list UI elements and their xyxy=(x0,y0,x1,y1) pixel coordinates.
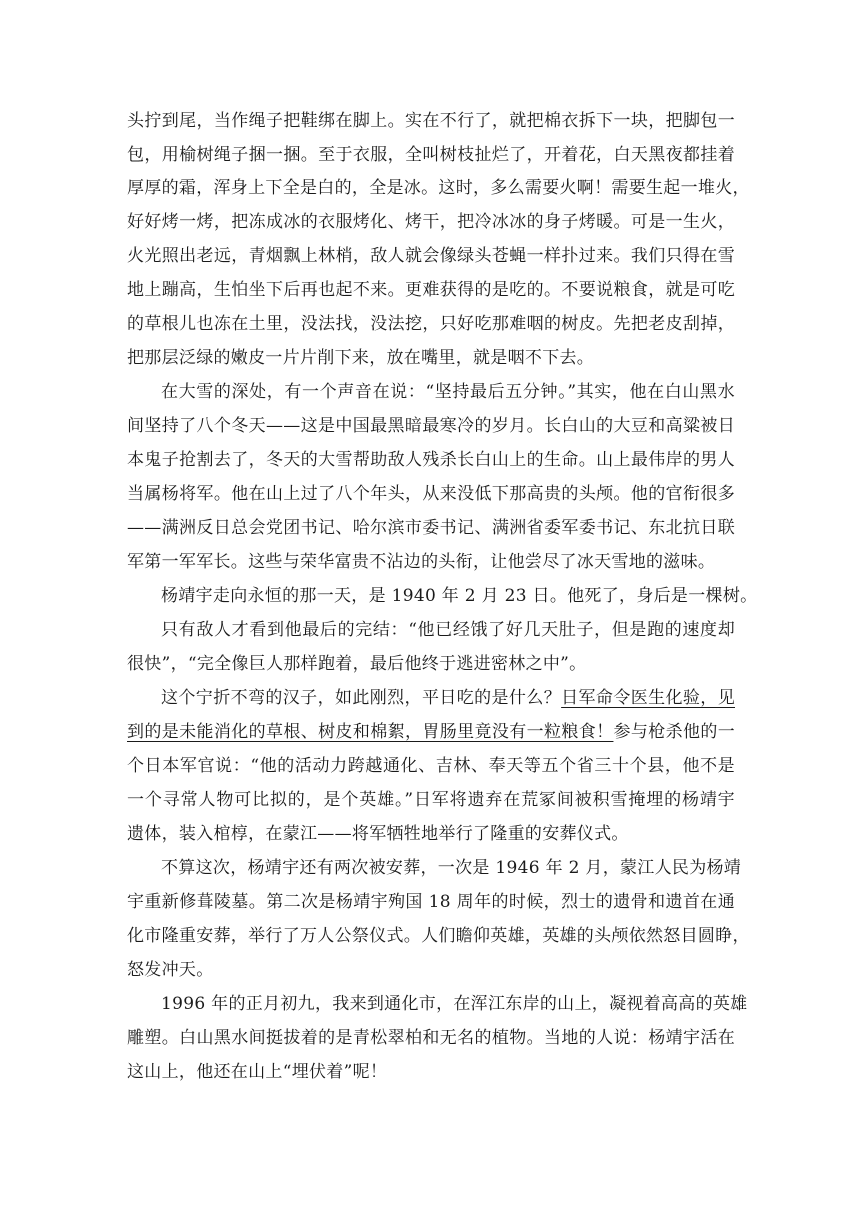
text-line: 怒发冲天。 xyxy=(127,960,214,980)
text-line: 在大雪的深处，有一个声音在说：“坚持最后五分钟。”其实，他在白山黑水 xyxy=(161,382,735,402)
text-line xyxy=(161,687,735,709)
text-line: 间坚持了八个冬天——这是中国最黑暗最寒冷的岁月。长白山的大豆和高粱被日 xyxy=(127,416,735,436)
text-line: 只有敌人才看到他最后的完结：“他已经饿了好几天肚子，但是跑的速度却 xyxy=(161,620,735,640)
text-line: 火光照出老远，青烟飘上林梢，敌人就会像绿头苍蝇一样扑过来。我们只得在雪 xyxy=(127,246,735,266)
text-line: 包，用榆树绳子捆一捆。至于衣服，全叫树枝扯烂了，开着花，白天黑夜都挂着 xyxy=(127,145,735,165)
text-line: 把那层泛绿的嫩皮一片片削下来，放在嘴里，就是咽不下去。 xyxy=(127,348,595,368)
text-line: 头拧到尾，当作绳子把鞋绑在脚上。实在不行了，就把棉衣拆下一块，把脚包一 xyxy=(127,111,735,131)
text-line: 杨靖宇走向永恒的那一天，是 1940 年 2 月 23 日。他死了，身后是一棵树。 xyxy=(161,586,758,606)
text-line: ——满洲反日总会党团书记、哈尔滨市委书记、满洲省委军委书记、东北抗日联 xyxy=(127,518,735,538)
text-line: 地上蹦高，生怕坐下后再也起不来。更难获得的是吃的。不要说粮食，就是可吃 xyxy=(127,280,735,300)
text-line: 军第一军军长。这些与荣华富贵不沾边的头衔，让他尝尽了冰天雪地的滋味。 xyxy=(127,552,716,572)
text-line xyxy=(127,721,735,743)
text-line: 化市隆重安葬，举行了万人公祭仪式。人们瞻仰英雄，英雄的头颅依然怒目圆睁， xyxy=(127,926,750,946)
text-line: 宇重新修葺陵墓。第二次是杨靖宇殉国 18 周年的时候，烈士的遗骨和遗首在通 xyxy=(127,892,735,912)
text-line: 个日本军官说：“他的活动力跨越通化、吉林、奉天等五个省三十个县，他不是 xyxy=(127,756,735,776)
text-line: 这山上，他还在山上“埋伏着”呢！ xyxy=(127,1062,388,1082)
text-line: 当属杨将军。他在山上过了八个年头，从来没低下那高贵的头颅。他的官衔很多 xyxy=(127,484,735,504)
text-segment: 参与枪杀他的一 xyxy=(613,722,735,742)
text-line: 好好烤一烤，把冻成冰的衣服烤化、烤干，把冷冰冰的身子烤暖。可是一生火， xyxy=(127,212,735,232)
text-line: 一个寻常人物可比拟的，是个英雄。”日军将遗弃在荒冢间被积雪掩埋的杨靖宇 xyxy=(127,790,735,810)
text-segment: 这个宁折不弯的汉子，如此刚烈，平日吃的是什么？ xyxy=(161,688,562,708)
text-line: 本鬼子抢割去了，冬天的大雪帮助敌人残杀长白山上的生命。山上最伟岸的男人 xyxy=(127,450,735,470)
underlined-passage: 日军命令医生化验，见 xyxy=(561,688,735,708)
text-line: 很快”，“完全像巨人那样跑着，最后他终于逃进密林之中”。 xyxy=(127,654,587,674)
text-line: 厚厚的霜，浑身上下全是白的，全是冰。这时，多么需要火啊！需要生起一堆火， xyxy=(127,178,750,198)
text-line: 雕塑。白山黑水间挺拔着的是青松翠柏和无名的植物。当地的人说：杨靖宇活在 xyxy=(127,1028,735,1048)
text-line: 遗体，装入棺椁，在蒙江——将军牺牲地举行了隆重的安葬仪式。 xyxy=(127,824,629,844)
text-line: 1996 年的正月初九，我来到通化市，在浑江东岸的山上，凝视着高高的英雄 xyxy=(161,994,748,1014)
underlined-passage: 到的是未能消化的草根、树皮和棉絮，胃肠里竟没有一粒粮食！ xyxy=(127,722,614,742)
text-line: 的草根儿也冻在土里，没法找，没法挖，只好吃那难咽的树皮。先把老皮刮掉， xyxy=(127,314,735,334)
text-line: 不算这次，杨靖宇还有两次被安葬，一次是 1946 年 2 月，蒙江人民为杨靖 xyxy=(161,858,742,878)
